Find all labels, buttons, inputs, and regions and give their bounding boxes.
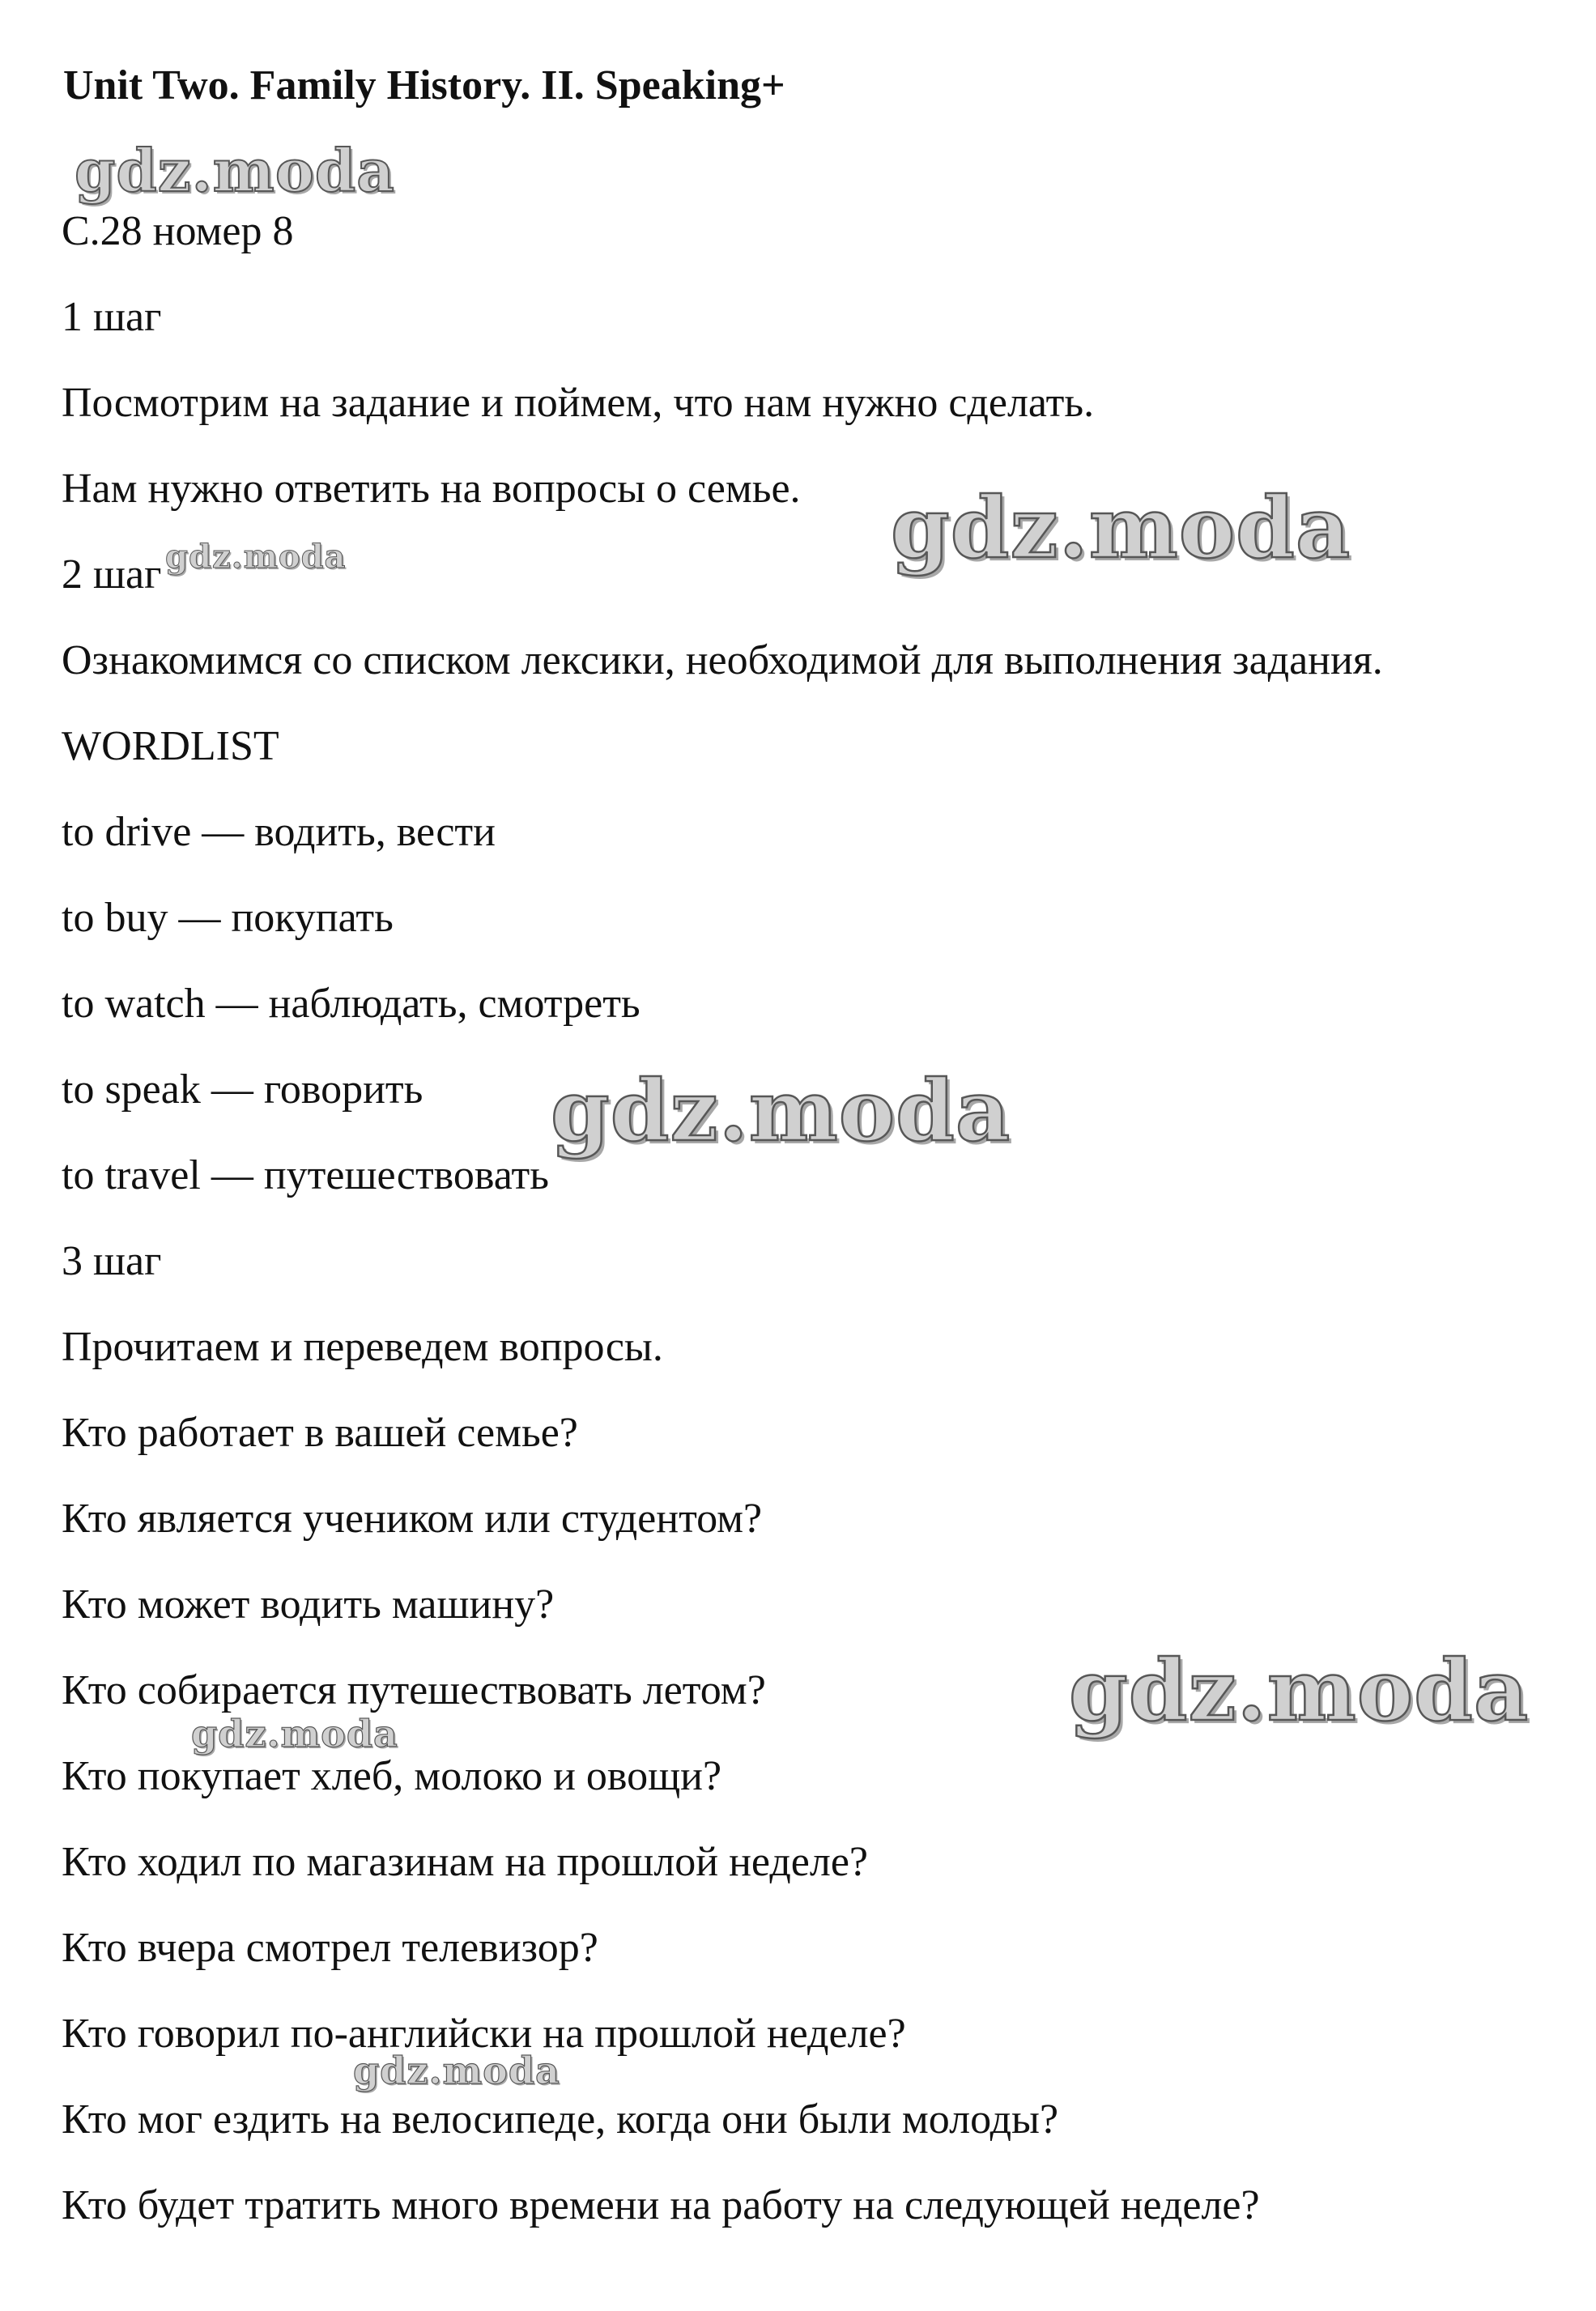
question-item: Кто вчера смотрел телевизор?: [62, 1925, 598, 1971]
watermark: gdz.moda: [74, 136, 395, 205]
step-1-heading: 1 шаг: [62, 294, 162, 340]
page-reference: С.28 номер 8: [62, 208, 294, 254]
wordlist-item: to buy — покупать: [62, 895, 394, 941]
step-2-instruction: Ознакомимся со списком лексики, необходимой для выполнения задания.: [62, 637, 1383, 683]
question-item: Кто говорил по-английски на прошлой неделе?: [62, 2011, 906, 2057]
wordlist-item: to speak — говорить: [62, 1066, 423, 1113]
question-item: Кто мог ездить на велосипеде, когда они были молоды?: [62, 2096, 1059, 2143]
watermark: gdz.moda: [165, 538, 347, 576]
watermark: gdz.moda: [891, 478, 1351, 577]
wordlist-item: to drive — водить, вести: [62, 809, 496, 855]
question-item: Кто будет тратить много времени на работу на следующей неделе?: [62, 2182, 1260, 2228]
question-item: Кто работает в вашей семье?: [62, 1410, 578, 1456]
wordlist-item: to travel — путешествовать: [62, 1152, 549, 1198]
wordlist-heading: WORDLIST: [62, 723, 279, 769]
step-1-goal: Нам нужно ответить на вопросы о семье.: [62, 466, 801, 512]
document-title: Unit Two. Family History. II. Speaking+: [63, 62, 785, 109]
question-item: Кто ходил по магазинам на прошлой неделе?: [62, 1839, 868, 1885]
question-item: Кто может водить машину?: [62, 1581, 555, 1628]
step-3-instruction: Прочитаем и переведем вопросы.: [62, 1324, 663, 1370]
step-3-heading: 3 шаг: [62, 1238, 162, 1284]
step-2-heading: 2 шаг: [62, 551, 162, 598]
question-item: Кто покупает хлеб, молоко и овощи?: [62, 1753, 722, 1799]
step-1-instruction: Посмотрим на задание и поймем, что нам нужно сделать.: [62, 380, 1095, 426]
question-item: Кто собирается путешествовать летом?: [62, 1667, 766, 1713]
question-item: Кто является учеником или студентом?: [62, 1496, 763, 1542]
watermark: gdz.moda: [353, 2049, 560, 2092]
watermark: gdz.moda: [1069, 1641, 1530, 1740]
watermark: gdz.moda: [551, 1061, 1011, 1160]
watermark: gdz.moda: [191, 1712, 398, 1756]
wordlist-item: to watch — наблюдать, смотреть: [62, 981, 641, 1027]
